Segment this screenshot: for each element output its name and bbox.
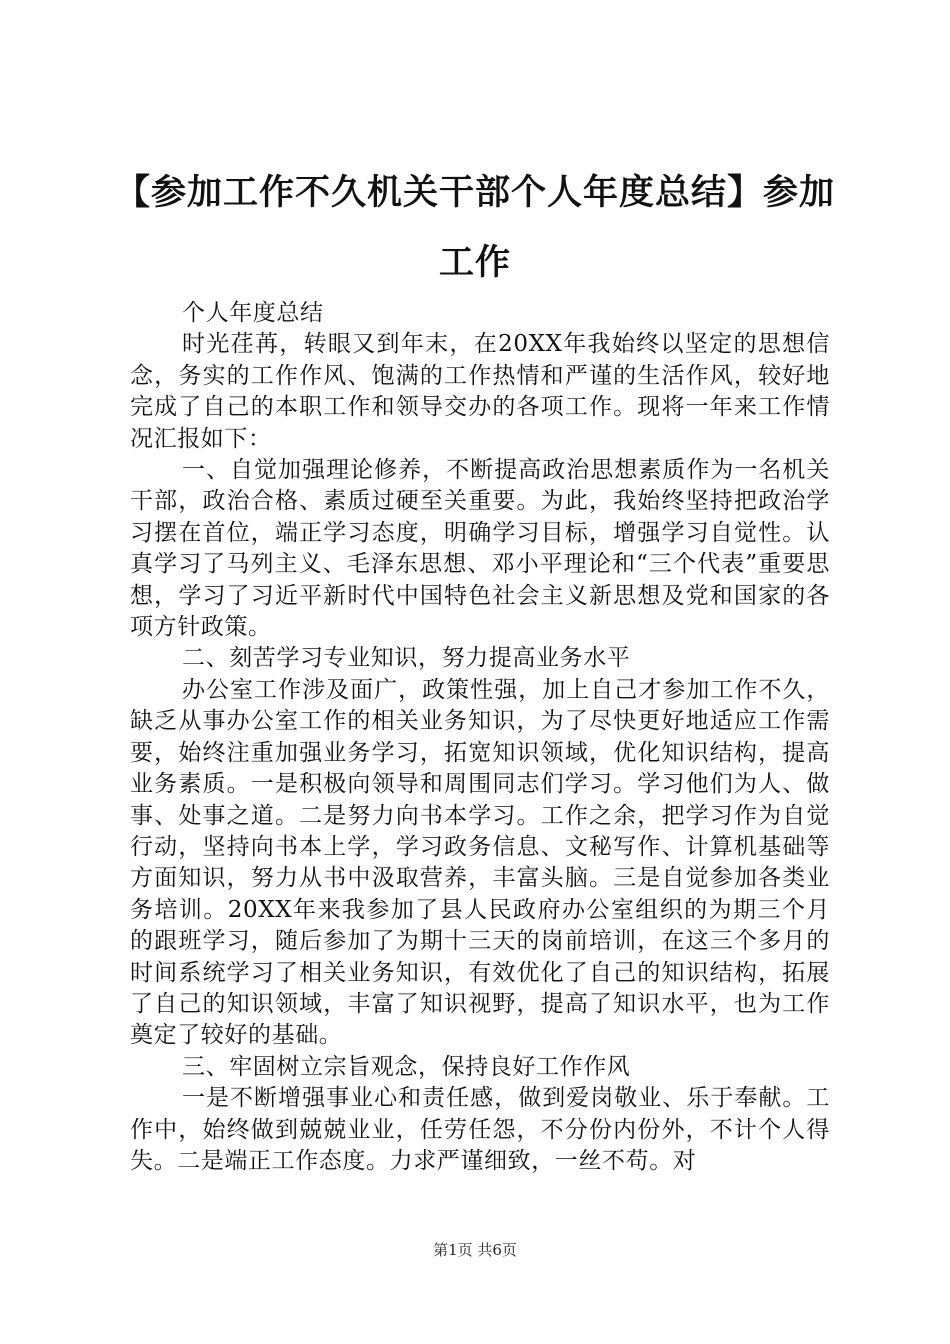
paragraph-section-one: 一、自觉加强理论修养，不断提高政治思想素质作为一名机关干部，政治合格、素质过硬至关重要。为此，我始终坚持把政治学习摆在首位，端正学习态度，明确学习目标，增强学习自觉性。认真学习了马列主义、毛泽东思想、邓小平理论和“三个代表”重要思想，学习了习近平新时代中国特色社会主义新思想及党和国家的各项方针政策。 [130, 457, 830, 641]
page-footer: 第1页 共6页 [433, 1241, 517, 1259]
paragraph-section-three-heading: 三、牢固树立宗旨观念，保持良好工作作风 [182, 1053, 631, 1080]
document-body [130, 298, 830, 1177]
paragraph-section-two-body: 办公室工作涉及面广，政策性强，加上自己才参加工作不久，缺乏从事办公室工作的相关业务知识，为了尽快更好地适应工作需要，始终注重加强业务学习，拓宽知识领域，优化知识结构，提高业务素质。一是积极向领导和周围同志们学习。学习他们为人、做事、处事之道。二是努力向书本学习。工作之余，把学习作为自觉行动，坚持向书本上学，学习政务信息、文秘写作、计算机基础等方面知识，努力从书中汲取营养，丰富头脑。三是自觉参加各类业务培训。20XX年来我参加了县人民政府办公室组织的为期三个月的跟班学习，随后参加了为期十三天的岗前培训，在这三个多月的时间系统学习了相关业务知识，有效优化了自己的知识结构，拓展了自己的知识领域，丰富了知识视野，提高了知识水平，也为工作奠定了较好的基础。 [130, 676, 830, 1049]
paragraph-intro: 时光荏苒，转眼又到年末，在20XX年我始终以坚定的思想信念，务实的工作作风、饱满的工作热情和严谨的生活作风，较好地完成了自己的本职工作和领导交办的各项工作。现将一年来工作情况汇报如下： [130, 331, 830, 452]
paragraph-heading: 个人年度总结 [182, 300, 324, 326]
paragraph-section-two-heading: 二、刻苦学习专业知识，努力提高业务水平 [182, 645, 631, 672]
paragraph-section-three-body: 一是不断增强事业心和责任感，做到爱岗敬业、乐于奉献。工作中，始终做到兢兢业业，任劳任怨，不分份内份外，不计个人得失。二是端正工作态度。力求严谨细致，一丝不苟。对 [130, 1085, 830, 1174]
document-title: 【参加工作不久机关干部个人年度总结】参加工作 [114, 173, 835, 283]
